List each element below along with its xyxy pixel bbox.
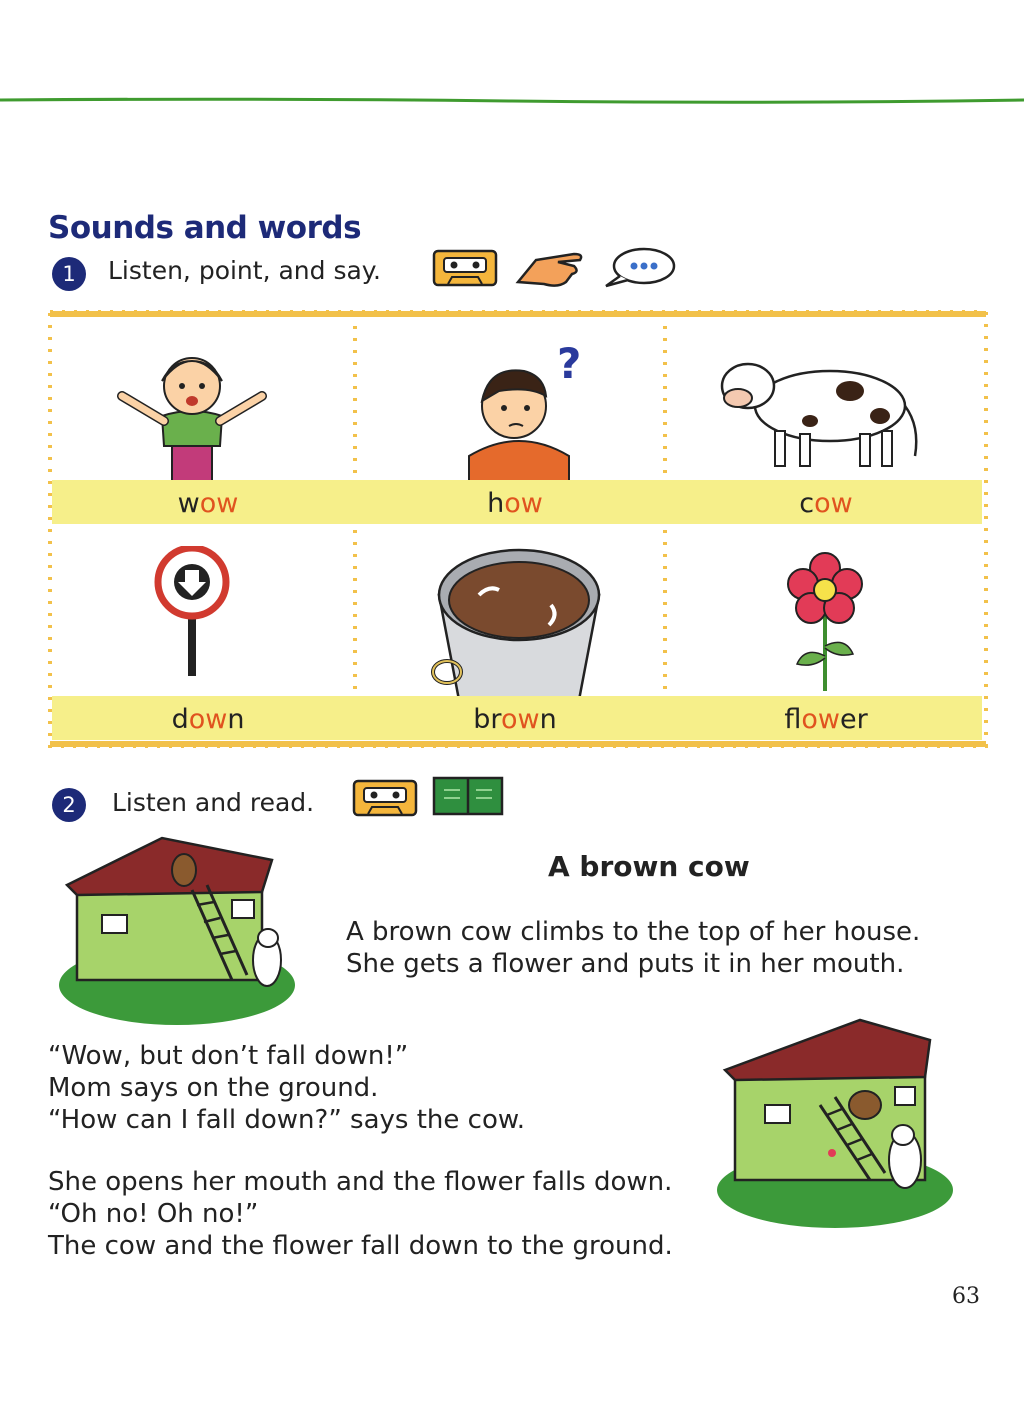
story-line: She opens her mouth and the flower falls down. (48, 1167, 673, 1197)
story-line: “Oh no! Oh no!” (48, 1199, 259, 1229)
word-card-how[interactable] (359, 316, 671, 521)
story-paragraph-1 (346, 916, 920, 980)
girl-surprised-image (102, 336, 282, 486)
pointing-hand-icon[interactable] (514, 244, 594, 288)
section-title: Sounds and words (48, 210, 362, 246)
down-arrow-sign-image (152, 546, 232, 676)
activity-number-badge: 1 (52, 257, 86, 291)
word-label: brown (473, 704, 557, 735)
word-label: down (171, 704, 245, 735)
story-line: “Wow, but don’t fall down!” (48, 1041, 409, 1071)
story-line: Mom says on the ground. (48, 1073, 379, 1103)
flower-image (775, 546, 875, 696)
word-label: flower (784, 704, 868, 735)
word-card-brown[interactable] (359, 532, 671, 737)
story-line: “How can I fall down?” says the cow. (48, 1105, 526, 1135)
cassette-icon[interactable] (432, 248, 500, 288)
top-divider (0, 96, 1024, 106)
boy-confused-image (439, 336, 599, 486)
cassette-icon[interactable] (352, 778, 420, 818)
story-line: The cow and the flower fall down to the ground. (48, 1231, 673, 1261)
word-card-wow[interactable] (52, 316, 364, 521)
story-line: A brown cow climbs to the top of her house. (346, 917, 921, 947)
word-card-flower[interactable] (670, 532, 982, 737)
story-paragraph-2 (48, 1040, 525, 1136)
story-title: A brown cow (548, 850, 750, 883)
activity-number-badge: 2 (52, 788, 86, 822)
word-label: wow (177, 488, 239, 519)
speech-bubble-icon[interactable] (602, 246, 678, 290)
activity-instruction: Listen and read. (112, 788, 315, 817)
book-icon[interactable] (432, 774, 504, 818)
word-label: cow (799, 488, 853, 519)
brown-bucket-image (419, 540, 619, 700)
word-label: how (487, 488, 543, 519)
cow-on-roof-illustration (52, 830, 302, 1030)
svg-text:?: ? (557, 339, 582, 388)
word-card-down[interactable] (52, 532, 364, 737)
word-card-cow[interactable] (670, 316, 982, 521)
page-number: 63 (952, 1284, 980, 1309)
story-paragraph-3 (48, 1166, 673, 1262)
cow-on-ladder-illustration (710, 1015, 960, 1230)
word-picture-grid (48, 310, 988, 748)
cow-image (710, 346, 930, 476)
activity-instruction: Listen, point, and say. (108, 256, 381, 285)
story-line: She gets a flower and puts it in her mouth. (346, 949, 905, 979)
